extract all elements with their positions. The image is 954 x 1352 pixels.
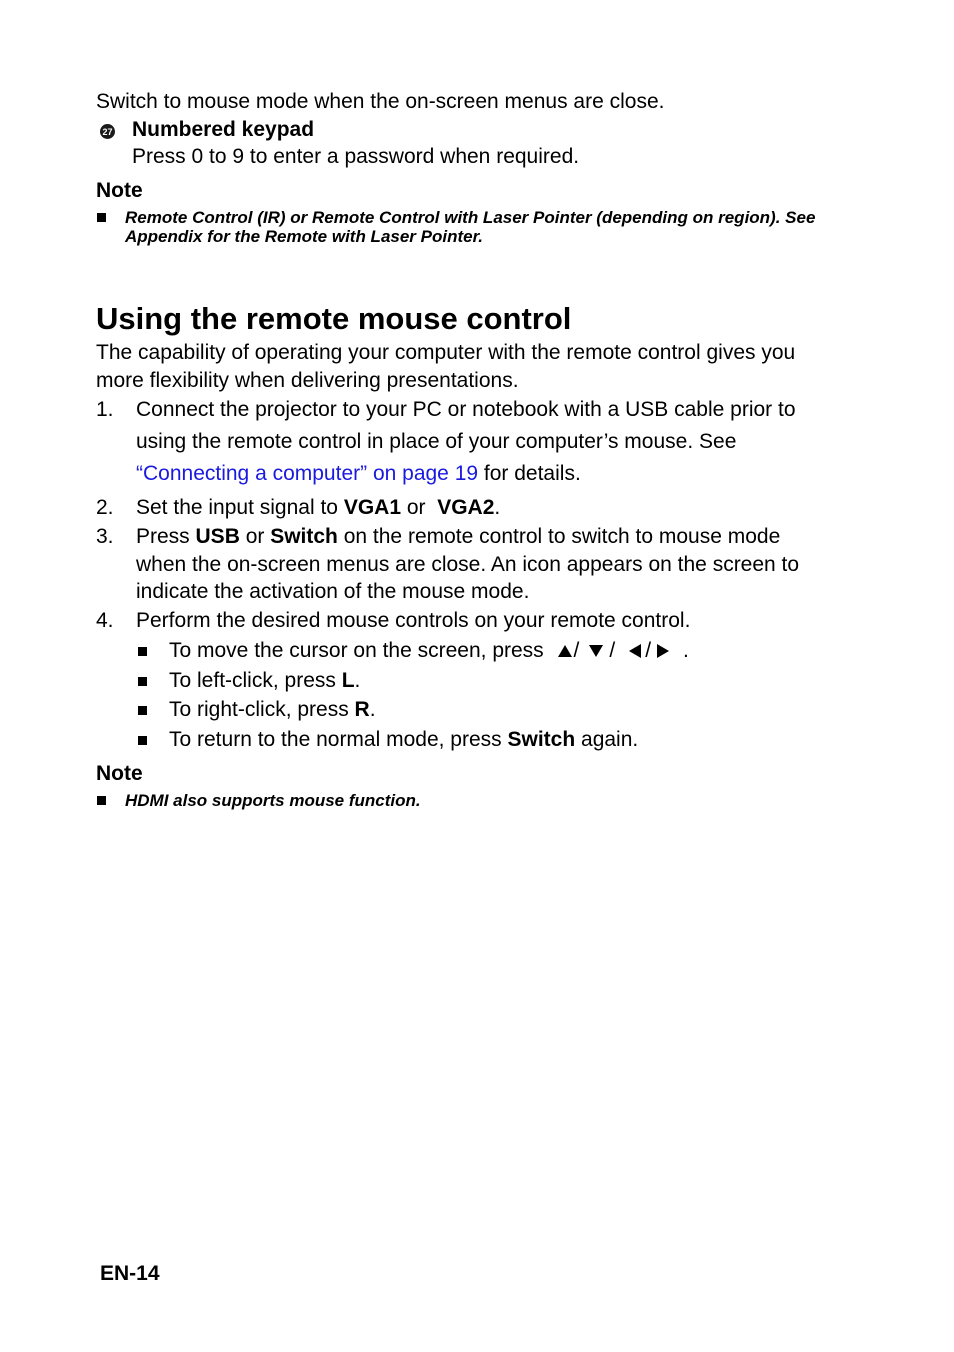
connecting-computer-link[interactable]: “Connecting a computer” on page 19 bbox=[136, 462, 479, 485]
note2-heading: Note bbox=[96, 762, 143, 785]
bullet-icon bbox=[138, 706, 147, 715]
note2-text: HDMI also supports mouse function. bbox=[125, 791, 421, 810]
left-arrow-icon bbox=[629, 644, 641, 658]
step-3-line2: when the on-screen menus are close. An icon appears on the screen to bbox=[136, 553, 800, 576]
step-3-line1: Press USB or Switch on the remote control to switch to mouse mode bbox=[136, 525, 781, 548]
keypad-number-badge: 27 bbox=[100, 124, 115, 139]
note-bullet-icon bbox=[97, 213, 106, 222]
intro-line: Switch to mouse mode when the on-screen menus are close. bbox=[96, 90, 665, 113]
step-3-line3: indicate the activation of the mouse mode. bbox=[136, 580, 530, 603]
bullet-icon bbox=[138, 647, 147, 656]
keypad-description: Press 0 to 9 to enter a password when required. bbox=[132, 145, 580, 168]
page-number: EN-14 bbox=[100, 1262, 160, 1285]
step-2-text: Set the input signal to VGA1 or VGA2. bbox=[136, 496, 501, 519]
return-normal-text: To return to the normal mode, press Switch again. bbox=[169, 728, 639, 751]
step-1-number: 1. bbox=[96, 398, 114, 421]
right-arrow-icon bbox=[657, 644, 669, 658]
step-2-number: 2. bbox=[96, 496, 114, 519]
note-heading: Note bbox=[96, 179, 143, 202]
section-intro-line2: more flexibility when delivering presentations. bbox=[96, 369, 519, 392]
step-4-number: 4. bbox=[96, 609, 114, 632]
right-click-text: To right-click, press R. bbox=[169, 698, 376, 721]
note2-bullet-icon bbox=[97, 796, 106, 805]
keypad-title: Numbered keypad bbox=[132, 118, 315, 141]
note-text-line1: Remote Control (IR) or Remote Control with Laser Pointer (depending on region). See bbox=[125, 208, 816, 227]
bullet-icon bbox=[138, 677, 147, 686]
left-click-text: To left-click, press L. bbox=[169, 669, 361, 692]
up-arrow-icon bbox=[558, 645, 572, 657]
down-arrow-icon bbox=[589, 645, 603, 657]
step-1-line2: using the remote control in place of your computer’s mouse. See bbox=[136, 430, 737, 453]
step-3-number: 3. bbox=[96, 525, 114, 548]
step-4-text: Perform the desired mouse controls on your remote control. bbox=[136, 609, 691, 632]
move-cursor-text: To move the cursor on the screen, press / / / . bbox=[169, 639, 689, 662]
section-title: Using the remote mouse control bbox=[96, 301, 572, 336]
step-1-line1: Connect the projector to your PC or notebook with a USB cable prior to bbox=[136, 398, 796, 421]
section-intro-line1: The capability of operating your computer with the remote control gives you bbox=[96, 341, 796, 364]
bullet-icon bbox=[138, 736, 147, 745]
step-1-line3: “Connecting a computer” on page 19 for details. bbox=[136, 462, 581, 485]
note-text-line2: Appendix for the Remote with Laser Pointer. bbox=[125, 227, 483, 246]
